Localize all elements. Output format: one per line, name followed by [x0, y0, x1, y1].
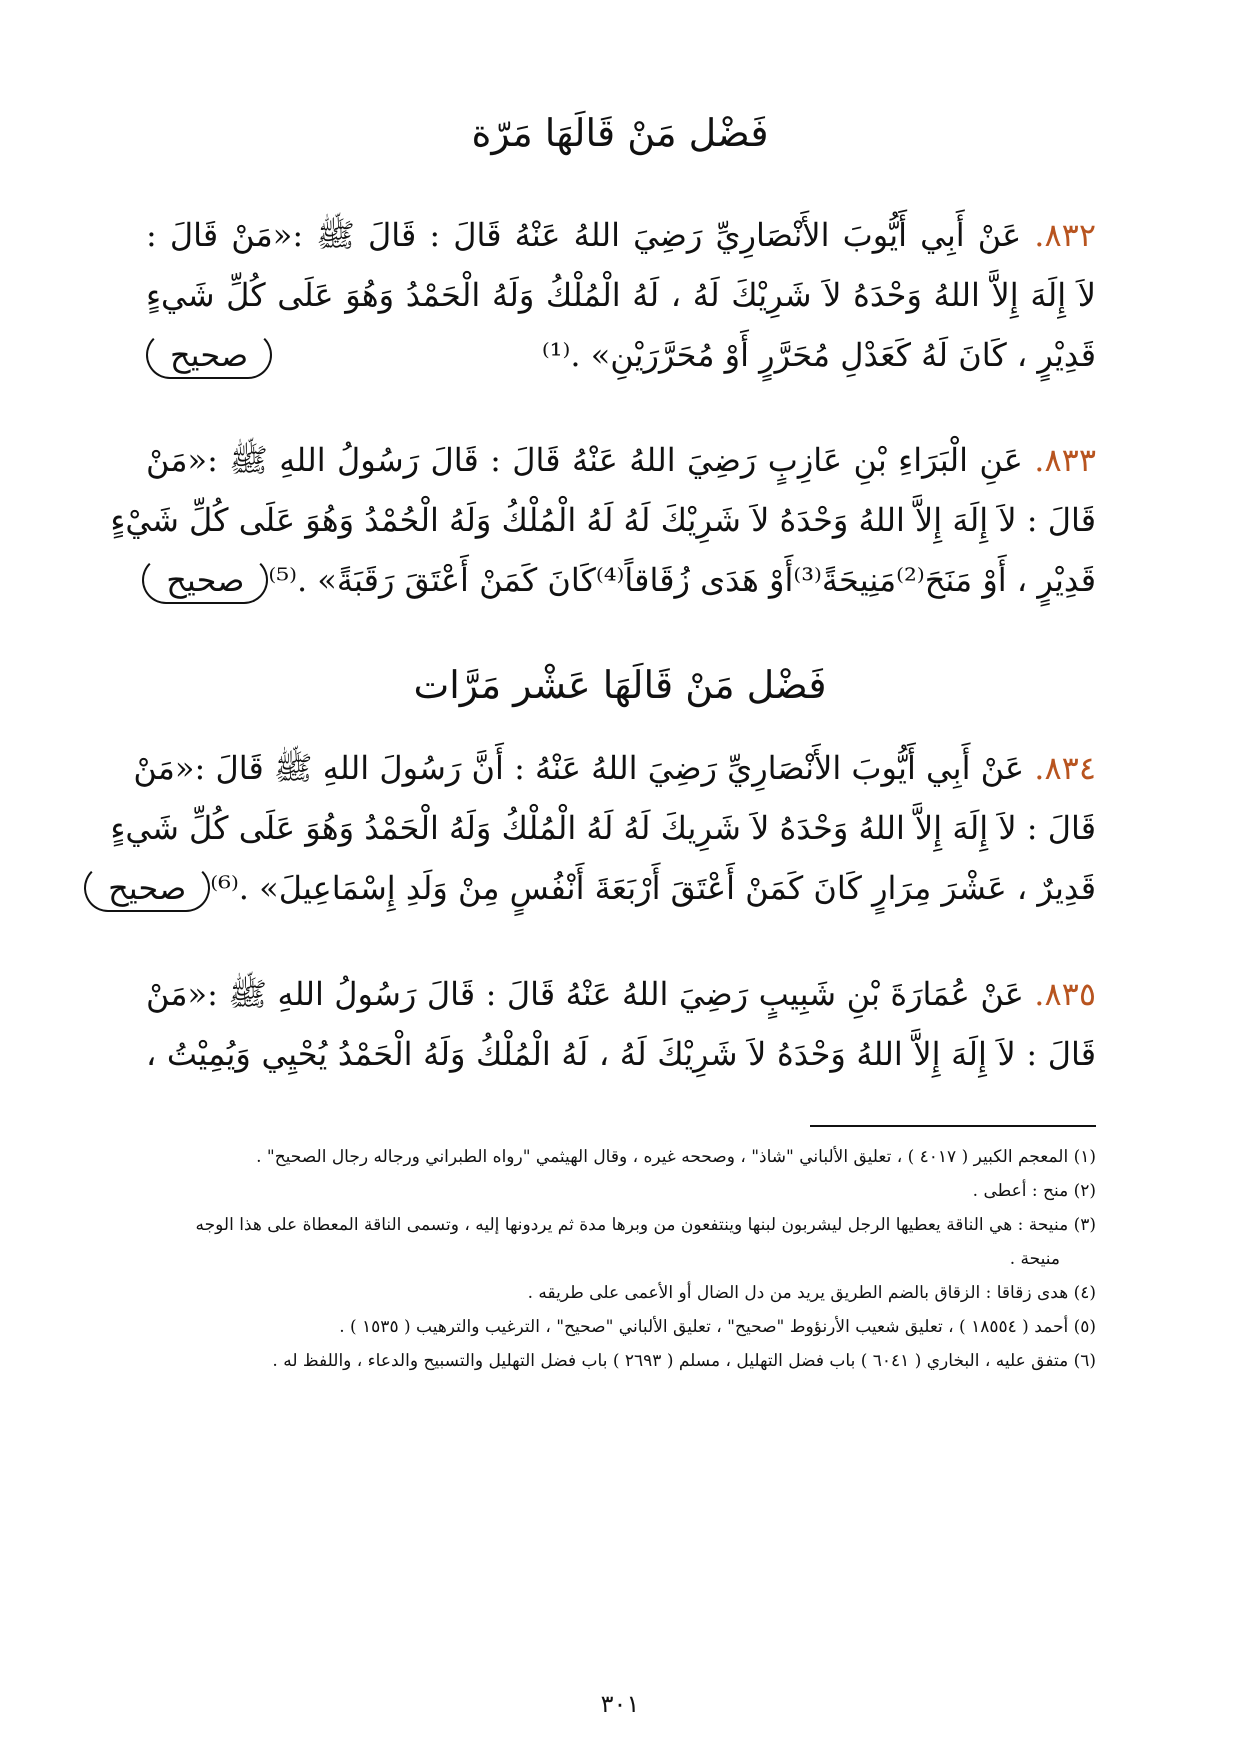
section-heading: فَضْل مَنْ قَالَهَا مَرّة	[471, 111, 769, 155]
footnote: (٥) أحمد ( ١٨٥٥٤ ) ، تعليق شعيب الأرنؤوط "صحيح" ، تعليق الألباني "صحيح" ، الترغيب والترهيب ( ١٥٣٥ ) .	[339, 1317, 1096, 1337]
hadith-block	[146, 205, 1096, 385]
footnote: (١) المعجم الكبير ( ٤٠١٧ ) ، تعليق الألباني "شاذ" ، وصححه غيره ، وقال الهيثمي "رواه الطبراني ورجاله رجال الصحيح" .	[256, 1147, 1096, 1167]
hadith-block	[108, 738, 1096, 918]
hadith-line: قَالَ : لاَ إِلَهَ إِلاَّ اللهُ وَحْدَهُ لاَ شَرِيْكَ لَهُ ، لَهُ الْمُلْكُ وَلَهُ الْحَمْدُ يُحْيِي وَيُمِيْتُ ،	[146, 1035, 1097, 1073]
hadith-block	[110, 430, 1097, 610]
hadith-text: قَدِيرٌ ، عَشْرَ مِرَارٍ كَانَ كَمَنْ أَعْتَقَ أَرْبَعَةَ أَنْفُسٍ مِنْ وَلَدِ إِسْمَاعِيلَ» .⁽⁶⁾	[210, 869, 1096, 907]
hadith-line: لاَ إِلَهَ إِلاَّ اللهُ وَحْدَهُ لاَ شَرِيْكَ لَهُ ، لَهُ الْمُلْكُ وَلَهُ الْحَمْدُ وَهُوَ عَلَى كُلِّ شَيءٍ	[146, 276, 1096, 314]
footnote: (٣) منيحة : هي الناقة يعطيها الرجل ليشربون لبنها وينتفعون من وبرها مدة ثم يردونها إليه ، وتسمى الناقة المعطاة على هذا الوجه	[195, 1215, 1096, 1235]
hadith-line	[146, 964, 1096, 1024]
hadith-line	[108, 858, 1096, 918]
hadith-number: ٨٣٢.	[1034, 216, 1097, 254]
hadith-line	[133, 738, 1096, 798]
grade-badge: صحيح	[84, 864, 210, 912]
hadith-line	[146, 550, 1096, 610]
hadith-line	[146, 325, 1096, 385]
footnote-continuation: منيحة .	[1009, 1249, 1060, 1269]
hadith-line	[146, 205, 1096, 265]
hadith-text: قَدِيْرٍ ، كَانَ لَهُ كَعَدْلِ مُحَرَّرٍ أَوْ مُحَرَّرَيْنِ» .⁽¹⁾	[541, 336, 1096, 374]
footnote: (٢) منح : أعطى .	[972, 1181, 1096, 1201]
hadith-text: عَنْ أَبِي أَيُّوبَ الأَنْصَارِيِّ رَضِيَ اللهُ عَنْهُ قَالَ : قَالَ ﷺ :«مَنْ قَالَ :	[146, 216, 1022, 254]
hadith-text: عَنِ الْبَرَاءِ بْنِ عَازِبٍ رَضِيَ اللهُ عَنْهُ قَالَ : قَالَ رَسُولُ اللهِ ﷺ :«مَنْ	[146, 441, 1023, 479]
footnote: (٤) هدى زقاقا : الزقاق بالضم الطريق يريد من دل الضال أو الأعمى على طريقه .	[527, 1283, 1096, 1303]
hadith-line	[146, 430, 1096, 490]
hadith-text: عَنْ أَبِي أَيُّوبَ الأَنْصَارِيِّ رَضِيَ اللهُ عَنْهُ : أَنَّ رَسُولَ اللهِ ﷺ قَالَ :«مَنْ	[133, 749, 1025, 787]
footnotes	[146, 1140, 1096, 1378]
footnote: (٦) متفق عليه ، البخاري ( ٦٠٤١ ) باب فضل التهليل ، مسلم ( ٢٦٩٣ ) باب فضل التهليل والتسبيح والدعاء ، واللفظ له .	[272, 1351, 1096, 1371]
section-heading: فَضْل مَنْ قَالَهَا عَشْر مَرَّات	[413, 663, 827, 707]
hadith-text: عَنْ عُمَارَةَ بْنِ شَبِيبٍ رَضِيَ اللهُ عَنْهُ قَالَ : قَالَ رَسُولُ اللهِ ﷺ :«مَنْ	[146, 975, 1024, 1013]
hadith-block	[146, 964, 1096, 1084]
hadith-line: قَالَ : لاَ إِلَهَ إِلاَّ اللهُ وَحْدَهُ لاَ شَرِيكَ لَهُ لَهُ الْمُلْكُ وَلَهُ الْحَمْدُ وَهُوَ عَلَى كُلِّ شَيءٍ	[110, 809, 1096, 847]
hadith-number: ٨٣٥.	[1034, 975, 1097, 1013]
hadith-line: قَالَ : لاَ إِلَهَ إِلاَّ اللهُ وَحْدَهُ لاَ شَرِيْكَ لَهُ لَهُ الْمُلْكُ وَلَهُ الْحُمْدُ وَهُوَ عَلَى كُلِّ شَيْءٍ	[110, 501, 1096, 539]
footnote-divider	[810, 1125, 1096, 1127]
grade-badge: صحيح	[146, 331, 272, 379]
page-number: ٣٠١	[600, 1690, 640, 1718]
hadith-number: ٨٣٣.	[1034, 441, 1097, 479]
hadith-text: قَدِيْرٍ ، أَوْ مَنَحَ⁽²⁾مَنِيحَةً⁽³⁾أَوْ هَدَى زُقَاقاً⁽⁴⁾كَانَ كَمَنْ أَعْتَقَ رَقَبَةً» .⁽⁵⁾	[268, 561, 1096, 599]
hadith-number: ٨٣٤.	[1034, 749, 1096, 787]
grade-badge: صحيح	[142, 556, 268, 604]
